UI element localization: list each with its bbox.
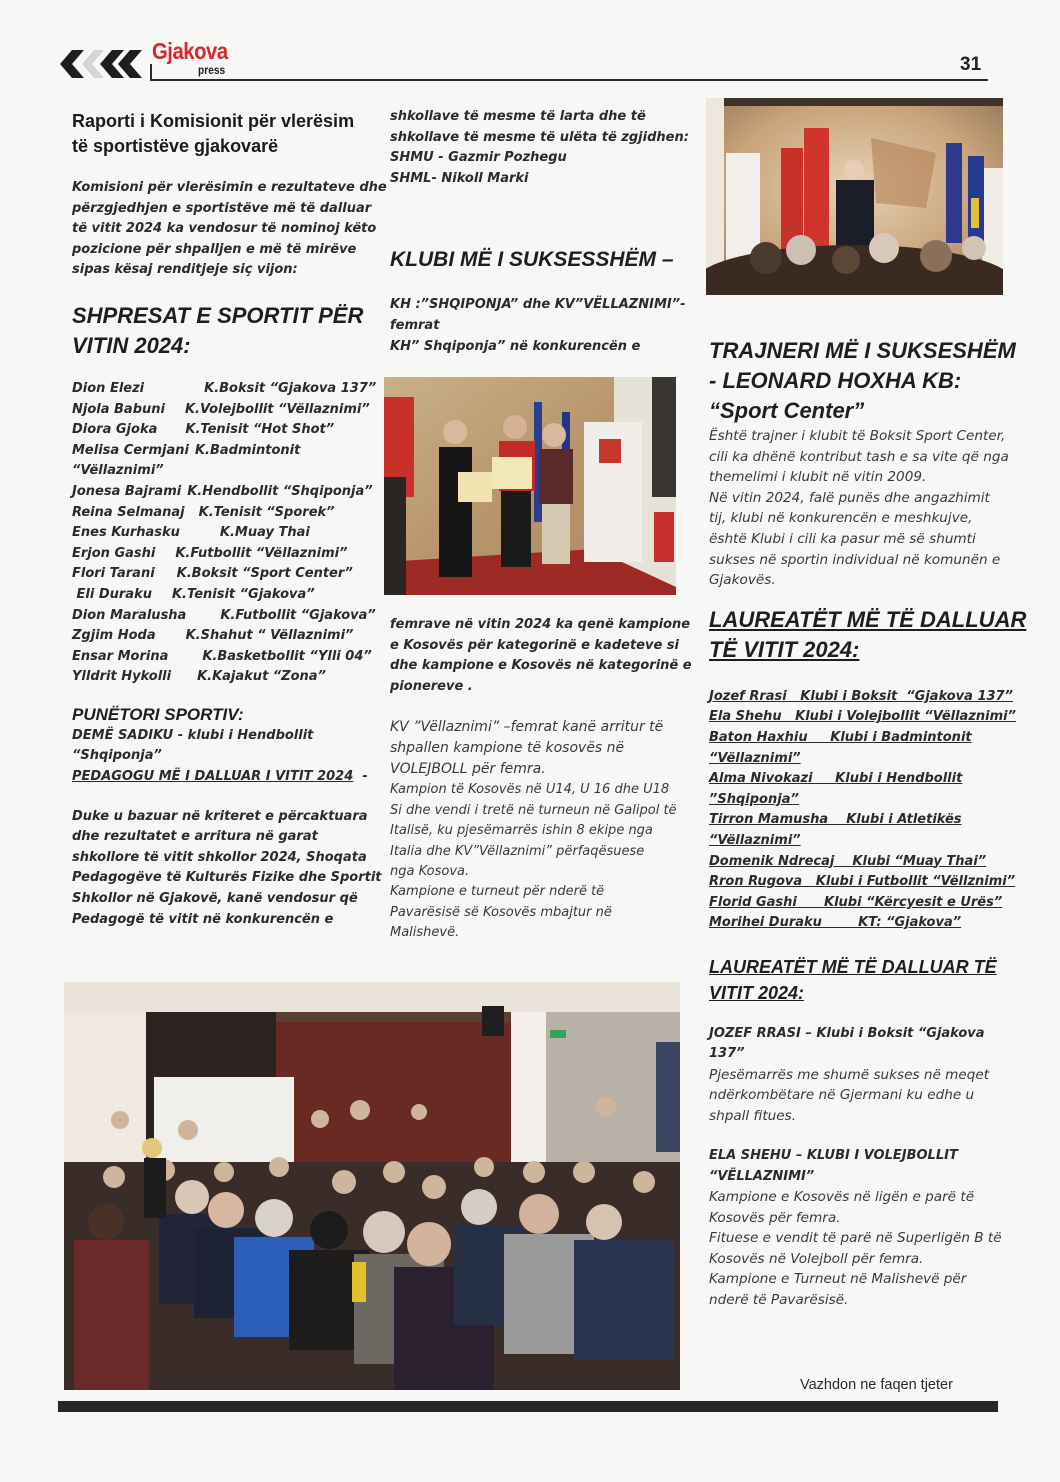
coach-line: është Klubi i cili ka pasur më së shumti — [709, 530, 976, 547]
intro-paragraph — [72, 178, 387, 281]
laureate-row: Rron Rugova Klubi i Futbollit “Vëllznimi” — [709, 874, 1016, 890]
jozef-heading-line: JOZEF RRASI – Klubi i Boksit “Gjakova — [709, 1025, 985, 1041]
jozef-line: shpall fitues. — [709, 1107, 797, 1124]
continued-line: SHML- Nikoll Marki — [390, 170, 529, 186]
hope-club-name: K.Muay Thai — [219, 525, 310, 541]
hope-row — [72, 441, 377, 462]
jozef-heading — [709, 1024, 1009, 1065]
article-title-line: të sportistëve gjakovarë — [72, 136, 279, 156]
hope-row — [72, 420, 377, 441]
coach-paragraph — [709, 426, 1009, 591]
laureate-row: Domenik Ndrecaj Klubi “Muay Thai” — [709, 853, 987, 869]
pedagog-heading-row — [72, 767, 377, 788]
coach-line: Në vitin 2024, falë punës dhe angazhimit — [709, 489, 990, 506]
worker-line: DEMË SADIKU - klubi i Hendbollit — [72, 727, 314, 743]
kv-line: KV ”Vëllaznimi” –femrat kanë arritur të — [390, 719, 664, 736]
laureates2-heading — [709, 954, 1009, 1006]
hopes-list — [72, 379, 377, 688]
hope-athlete-name: Eli Duraku — [72, 586, 152, 602]
kv-detail-line: Italia dhe KV”Vëllaznimi” përfaqësuese — [390, 843, 645, 859]
intro-line: sipas kësaj renditjeje siç vijon: — [72, 262, 298, 278]
hope-club-name: K.Tenisit “Hot Shot” — [185, 422, 335, 438]
hope-club-name: K.Boksit “Gjakova 137” — [204, 380, 377, 396]
pedagog-line: Pedagogëve të Kulturës Fizike dhe Sportit — [72, 870, 382, 886]
hope-athlete-name: Dion Maralusha — [72, 607, 187, 623]
club-cont-line: pionereve . — [390, 678, 473, 694]
header-rule — [150, 79, 988, 81]
triple-chevron-left-icon — [58, 50, 148, 78]
club-cont-line: femrave në vitin 2024 ka qenë kampione — [390, 617, 691, 632]
coach-line: Gjakovës. — [709, 572, 776, 589]
kv-detail-line: Pavarësisë së Kosovës mbajtur në — [390, 904, 612, 920]
ela-line: Kosovës në Volejboll për femra. — [709, 1250, 924, 1267]
hope-row — [72, 523, 377, 544]
hope-row — [72, 379, 377, 400]
ela-heading-line: ELA SHEHU – KLUBI I VOLEJBOLLIT — [709, 1148, 958, 1164]
laureates-heading — [709, 605, 1027, 665]
hope-row — [72, 564, 377, 585]
laureate-row: Jozef Rrasi Klubi i Boksit “Gjakova 137” — [709, 688, 1013, 704]
hope-athlete-name: Erjon Gashi — [72, 545, 156, 561]
continued-line: shkollave të mesme të larta dhe të — [390, 109, 646, 124]
hope-club-name: K.Futbollit “Gjakova” — [220, 607, 376, 623]
article-title — [72, 109, 377, 159]
hope-club-name: K.Tenisit “Sporek” — [198, 504, 335, 520]
kv-detail-line: Italisë, ku pjesëmarrës ishin 8 ekipe nga — [390, 823, 653, 839]
laureate-row: “Vëllaznimi” — [709, 750, 801, 766]
pedagog-dash: - — [353, 769, 368, 785]
coach-line: sukses në sportin individual në komunën e — [709, 551, 1001, 568]
laureates-heading-line: LAUREATËT MË TË DALLUAR — [709, 606, 1027, 632]
hope-club-name: “Vëllaznimi” — [72, 463, 164, 479]
hope-club-name: K.Shahut “ Vëllaznimi” — [185, 628, 354, 644]
laureates-heading-line: TË VITIT 2024: — [709, 636, 860, 662]
hope-club-name: K.Tenisit “Gjakova” — [171, 586, 315, 602]
club-line: KH” Shqiponja” në konkurencën e — [390, 338, 641, 354]
hope-club-name: K.Hendbollit “Shqiponja” — [187, 483, 373, 499]
kv-detail-line: Si dhe vendi i tretë në turneun në Galipol të — [390, 802, 677, 818]
pedagog-line: Duke u bazuar në kriteret e përcaktuara — [72, 808, 368, 824]
intro-line: të vitit 2024 ka vendosur të nominoj këto — [72, 221, 377, 237]
logo-divider — [150, 64, 152, 80]
hope-club-name: K.Boksit “Sport Center” — [176, 566, 353, 582]
kv-detail-line: Malishevë. — [390, 925, 460, 941]
laureate-row: Florid Gashi Klubi “Kërcyesit e Urës” — [709, 894, 1003, 910]
hope-club-name: K.Kajakut “Zona” — [197, 669, 326, 685]
kv-line: VOLEJBOLL për femra. — [390, 761, 546, 778]
hope-athlete-name: Diora Gjoka — [72, 422, 158, 438]
hope-athlete-name: Ensar Morina — [72, 648, 169, 664]
coach-line: tij, klubi në konkurencën e meshkujve, — [709, 510, 973, 527]
page-number: 31 — [960, 54, 982, 75]
hopes-heading-line: SHPRESAT E SPORTIT PËR — [72, 302, 364, 328]
hope-athlete-name: Jonesa Bajrami — [72, 483, 182, 499]
club-paragraph — [390, 295, 695, 357]
kv-details — [390, 780, 700, 943]
kv-detail-line: Kampion të Kosovës në U14, U 16 dhe U18 — [390, 782, 670, 798]
photo-audience — [64, 982, 680, 1390]
worker-heading: PUNËTORI SPORTIV: — [72, 704, 244, 724]
hope-row — [72, 461, 377, 482]
hope-athlete-name: Flori Tarani — [72, 566, 155, 582]
hope-club-name: K.Basketbollit “Ylli 04” — [202, 648, 372, 664]
jozef-heading-line: 137” — [709, 1046, 745, 1062]
ela-line: Fituese e vendit të parë në Superligën B të — [709, 1230, 1002, 1247]
continued-line: SHMU - Gazmir Pozhegu — [390, 150, 567, 166]
worker-line: “Shqiponja” — [72, 748, 162, 764]
laureates2-heading-line: VITIT 2024: — [709, 982, 805, 1003]
pedagog-line: dhe rezultatet e arritura në garat — [72, 829, 318, 845]
club-cont-line: e Kosovës për kategorinë e kadeteve si — [390, 637, 679, 653]
jozef-paragraph — [709, 1065, 1009, 1126]
laureate-row: “Vëllaznimi” — [709, 832, 801, 848]
hope-athlete-name: Melisa Cermjani — [72, 442, 189, 458]
pedagog-paragraph — [72, 807, 382, 931]
hope-athlete-name: Njola Babuni — [72, 401, 165, 417]
club-continued-paragraph — [390, 615, 700, 697]
pedagog-line: Pedagogë të vitit në konkurencën e — [72, 911, 334, 927]
footer-rule — [58, 1401, 998, 1412]
kv-line: shpallen kampione të kosovës në — [390, 740, 625, 757]
coach-heading-line: “Sport Center” — [709, 398, 865, 423]
hope-row — [72, 667, 377, 688]
intro-line: përzgjedhjen e sportistëve më të dalluar — [72, 200, 372, 216]
coach-heading — [709, 336, 1016, 426]
hope-club-name: K.Futbollit “Vëllaznimi” — [175, 545, 348, 561]
club-cont-line: dhe kampione e Kosovës në kategorinë e — [390, 658, 692, 674]
ela-line: Kampione e Turneut në Malishevë për — [709, 1271, 967, 1288]
left-column — [72, 109, 387, 930]
middle-column-lower — [390, 615, 700, 944]
hope-row — [72, 544, 377, 565]
ela-heading-line: “VËLLAZNIMI” — [709, 1168, 815, 1184]
laureate-row: Tirron Mamusha Klubi i Atletikës — [709, 812, 962, 828]
ela-line: Kosovës për femra. — [709, 1209, 841, 1226]
hopes-heading-line: VITIN 2024: — [72, 332, 191, 358]
pedagog-line: Shkollor në Gjakovë, kanë vendosur që — [72, 891, 358, 907]
laureate-row: Morihei Duraku KT: “Gjakova” — [709, 915, 962, 931]
hope-athlete-name: Zgjim Hoda — [72, 628, 156, 644]
kv-detail-line: nga Kosova. — [390, 864, 470, 879]
pedagog-line: shkollore të vitit shkollor 2024, Shoqata — [72, 849, 367, 865]
ela-line: nderë të Pavarësisë. — [709, 1291, 849, 1308]
ela-line: Kampione e Kosovës në ligën e parë të — [709, 1189, 975, 1206]
laureate-row: Alma Nivokazi Klubi i Hendbollit — [709, 771, 963, 787]
logo-gjakova: Gjakova — [152, 38, 228, 64]
ela-paragraph — [709, 1187, 1009, 1309]
laureate-row: Baton Haxhiu Klubi i Badmintonit — [709, 729, 972, 745]
club-line: KH :”SHQIPONJA” dhe KV”VËLLAZNIMI”- — [390, 297, 686, 313]
pedagog-heading: PEDAGOGU MË I DALLUAR I VITIT 2024 — [72, 769, 354, 785]
hopes-heading — [72, 301, 377, 361]
hope-row — [72, 606, 377, 627]
hope-club-name: K.Volejbollit “Vëllaznimi” — [184, 401, 370, 417]
coach-line: themelimi i klubit në vitin 2009. — [709, 469, 927, 486]
laureates-list — [709, 687, 1016, 934]
coach-heading-line: TRAJNERI MË I SUKSESHËM — [709, 338, 1016, 363]
coach-line: cili ka dhënë kontribut tash e sa vite që nga — [709, 448, 1009, 465]
continue-note: Vazhdon ne faqen tjeter — [800, 1377, 953, 1393]
hope-row — [72, 503, 377, 524]
worker-paragraph — [72, 726, 377, 788]
intro-line: pozicione për shpalljen e më të mirëve — [72, 241, 357, 257]
hope-athlete-name: Reina Selmanaj — [72, 504, 185, 520]
coach-heading-line: - LEONARD HOXHA KB: — [709, 368, 962, 393]
hope-athlete-name: Enes Kurhasku — [72, 525, 180, 541]
article-title-line: Raporti i Komisionit për vlerësim — [72, 111, 355, 131]
continued-line: shkollave të mesme të ulëta të zgjidhen: — [390, 129, 689, 145]
hope-row — [72, 482, 377, 503]
coach-line: Është trajner i klubit të Boksit Sport Center, — [709, 428, 1006, 444]
hope-row — [72, 647, 377, 668]
logo-press: press — [198, 63, 226, 77]
ela-heading — [709, 1146, 1009, 1187]
right-column — [709, 336, 1027, 1310]
laureate-row: ”Shqiponja” — [709, 791, 799, 807]
jozef-line: ndërkombëtare në Gjermani ku edhe u — [709, 1087, 975, 1104]
kv-paragraph — [390, 717, 700, 780]
photo-speaker — [706, 98, 1003, 295]
intro-line: Komisioni për vlerësimin e rezultateve dhe — [72, 180, 387, 195]
club-line: femrat — [390, 317, 440, 333]
laureate-row: Ela Shehu Klubi i Volejbollit “Vëllaznimi” — [709, 709, 1016, 725]
hope-row — [72, 626, 377, 647]
jozef-line: Pjesëmarrës me shumë sukses në meqet — [709, 1067, 990, 1084]
hope-athlete-name: Ylldrit Hykolli — [72, 669, 172, 685]
hope-club-name: K.Badmintonit — [194, 442, 301, 458]
kv-detail-line: Kampione e turneut për nderë të — [390, 884, 605, 900]
pedagog-continued — [390, 107, 695, 189]
hope-athlete-name: Dion Elezi — [72, 380, 145, 396]
laureates2-heading-line: LAUREATËT MË TË DALLUAR TË — [709, 956, 997, 977]
middle-column — [390, 107, 695, 357]
hope-row — [72, 400, 377, 421]
photo-award-ceremony — [384, 377, 676, 595]
club-heading: KLUBI MË I SUKSESSHËM – — [390, 248, 674, 272]
hope-row — [72, 585, 377, 606]
